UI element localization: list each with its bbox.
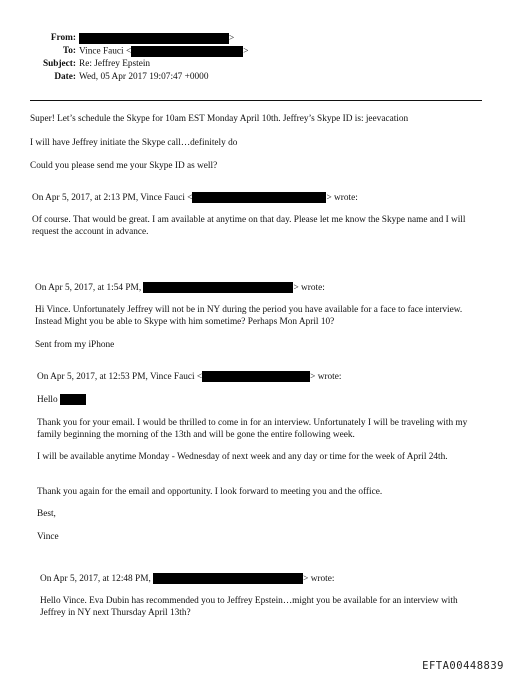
quote2-header-pre: On Apr 5, 2017, at 1:54 PM, bbox=[35, 283, 142, 293]
quote3-header bbox=[37, 371, 341, 383]
redaction-bar bbox=[131, 46, 243, 57]
date-value: Wed, 05 Apr 2017 19:07:47 +0000 bbox=[79, 72, 209, 82]
to-gt: > bbox=[243, 46, 249, 57]
from-value bbox=[79, 33, 234, 44]
quote1-header-post: > wrote: bbox=[326, 193, 358, 203]
quote1-text: Of course. That would be great. I am available at anytime on that day. Please let me know the Skype name and I will request the account in advance. bbox=[32, 215, 466, 237]
from-label: From: bbox=[50, 33, 76, 43]
redaction-bar bbox=[153, 573, 303, 584]
quote3-paragraph-2: I will be available anytime Monday - Wednesday of next week and any day or time for the week of April 24th. bbox=[37, 452, 448, 462]
body-paragraph-1: Super! Let’s schedule the Skype for 10am EST Monday April 10th. Jeffrey’s Skype ID is: jeevacation bbox=[30, 114, 409, 124]
to-value bbox=[79, 46, 248, 57]
document-id: EFTA00448839 bbox=[422, 660, 504, 672]
quote2-text: Hi Vince. Unfortunately Jeffrey will not be in NY during the period you have available for a face to face interview. Instead Might you be able to Skype with him sometime? Perhaps Mon April 10? bbox=[35, 305, 463, 327]
quote4-header bbox=[40, 573, 334, 585]
subject-value: Re: Jeffrey Epstein bbox=[79, 59, 151, 69]
quote4-header-post: > wrote: bbox=[303, 574, 335, 584]
to-label: To: bbox=[62, 46, 76, 56]
quote2-signature: Sent from my iPhone bbox=[35, 340, 115, 350]
quote2-header-post: > wrote: bbox=[293, 283, 325, 293]
redaction-bar bbox=[79, 33, 229, 44]
quote3-header-pre: On Apr 5, 2017, at 12:53 PM, Vince Fauci < bbox=[37, 372, 203, 382]
quote3-greeting bbox=[37, 394, 86, 406]
quote3-greeting-text: Hello bbox=[37, 395, 58, 405]
to-name: Vince Fauci < bbox=[79, 46, 132, 57]
quote1-header-pre: On Apr 5, 2017, at 2:13 PM, Vince Fauci < bbox=[32, 193, 193, 203]
quote3-closing: Best, bbox=[37, 509, 56, 519]
quote4-text: Hello Vince. Eva Dubin has recommended you to Jeffrey Epstein…might you be available for an interview with Jeffrey in NY next Thursday April 13th? bbox=[40, 596, 458, 618]
redaction-bar bbox=[143, 282, 293, 293]
redaction-bar bbox=[202, 371, 310, 382]
date-label: Date: bbox=[54, 72, 76, 82]
subject-label: Subject: bbox=[42, 59, 76, 69]
quote3-paragraph-1: Thank you for your email. I would be thrilled to come in for an interview. Unfortunately I will be traveling with my family beginning the morning of the 13th and will be gone the entire following week. bbox=[37, 418, 468, 440]
redaction-bar bbox=[60, 394, 86, 405]
quote3-name: Vince bbox=[37, 532, 59, 542]
header-divider bbox=[30, 100, 482, 101]
quote2-header bbox=[35, 282, 325, 294]
body-paragraph-3: Could you please send me your Skype ID as well? bbox=[30, 161, 218, 171]
body-paragraph-2: I will have Jeffrey initiate the Skype call…definitely do bbox=[30, 138, 238, 148]
quote4-header-pre: On Apr 5, 2017, at 12:48 PM, bbox=[40, 574, 151, 584]
redaction-bar bbox=[192, 192, 326, 203]
quote1-header bbox=[32, 192, 358, 204]
quote3-header-post: > wrote: bbox=[310, 372, 342, 382]
quote3-paragraph-3: Thank you again for the email and opportunity. I look forward to meeting you and the office. bbox=[37, 487, 383, 497]
from-gt: > bbox=[229, 33, 235, 44]
